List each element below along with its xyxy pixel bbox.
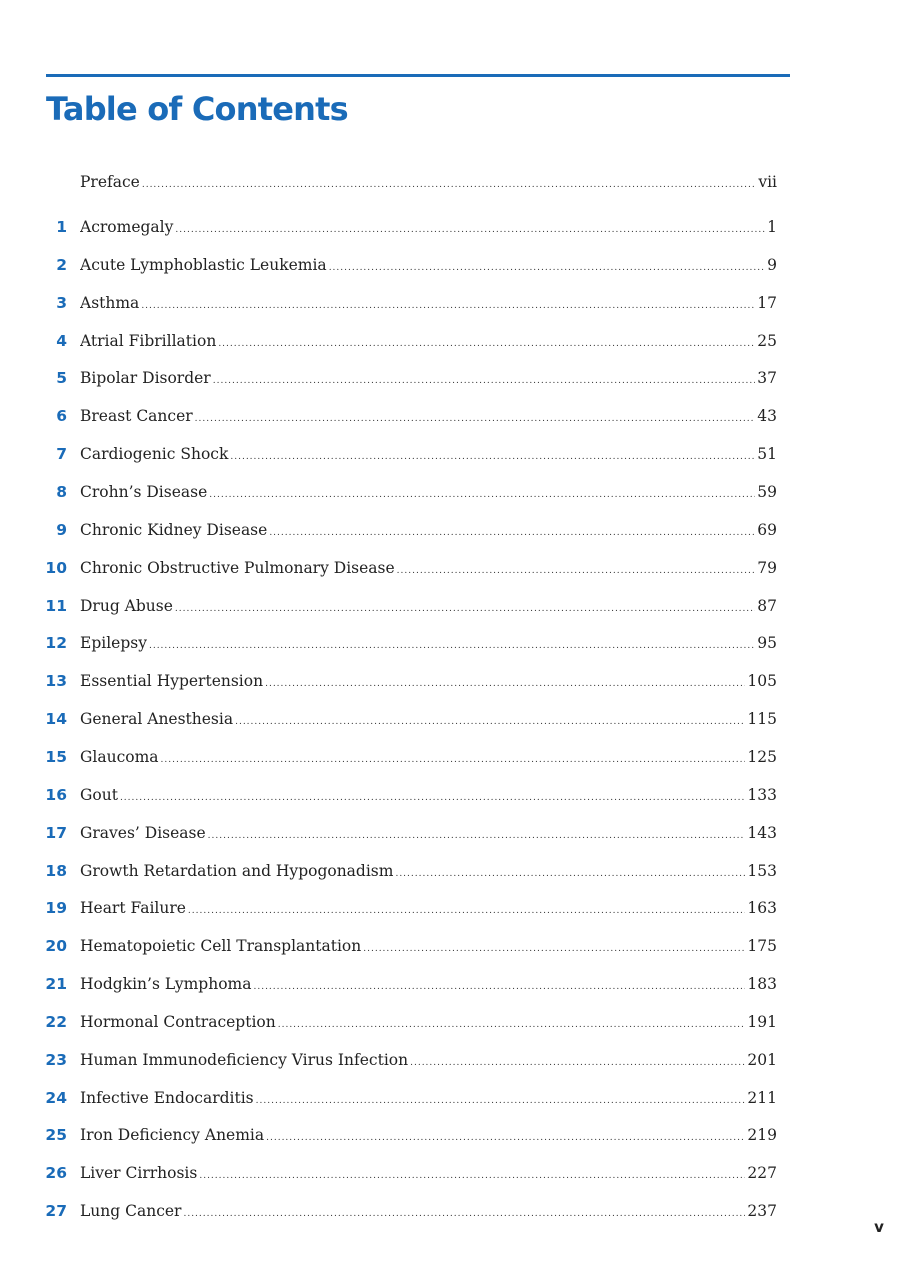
toc-entry-number: 10 bbox=[45, 558, 67, 577]
toc-entry-title: Heart Failure bbox=[80, 899, 186, 918]
toc-entry-page: 95 bbox=[757, 634, 777, 653]
toc-entry-number: 9 bbox=[56, 520, 67, 539]
toc-entry-title: Hematopoietic Cell Transplantation bbox=[80, 937, 362, 956]
toc-entry-page: 143 bbox=[747, 823, 777, 842]
toc-entry-number: 16 bbox=[45, 785, 67, 804]
dot-leader bbox=[209, 481, 755, 509]
dot-leader bbox=[183, 1200, 745, 1228]
dot-leader bbox=[213, 367, 756, 395]
toc-entry[interactable] bbox=[0, 857, 898, 885]
toc-entry-number: 5 bbox=[56, 369, 67, 388]
toc-entry[interactable] bbox=[0, 894, 898, 922]
toc-entry[interactable] bbox=[0, 440, 898, 468]
toc-entry-number: 6 bbox=[56, 407, 67, 426]
toc-entry-number: 21 bbox=[45, 975, 67, 993]
dot-leader bbox=[269, 519, 755, 547]
toc-entry[interactable] bbox=[0, 1046, 898, 1074]
dot-leader bbox=[363, 935, 745, 963]
toc-entry-page: 115 bbox=[747, 710, 777, 728]
toc-entry-number: 25 bbox=[45, 1126, 67, 1145]
toc-entry-number: 12 bbox=[45, 634, 67, 653]
toc-entry-page: 237 bbox=[747, 1202, 777, 1221]
toc-entry-number: 7 bbox=[56, 445, 67, 464]
toc-entry[interactable] bbox=[0, 1084, 898, 1112]
toc-entry-title: Crohn’s Disease bbox=[80, 482, 208, 501]
toc-entry-page: 79 bbox=[757, 558, 777, 577]
dot-leader bbox=[149, 632, 755, 660]
toc-entry-page: 51 bbox=[757, 445, 777, 464]
toc-entry[interactable] bbox=[0, 1008, 898, 1036]
toc-entry-page: 211 bbox=[747, 1088, 777, 1107]
toc-entry-title: Essential Hypertension bbox=[80, 672, 264, 691]
toc-entry-page: 227 bbox=[747, 1164, 777, 1183]
toc-entry-title: Graves’ Disease bbox=[80, 823, 206, 842]
toc-entry[interactable] bbox=[0, 1121, 898, 1149]
toc-entry[interactable] bbox=[0, 1159, 898, 1187]
toc-entry-title: Cardiogenic Shock bbox=[80, 445, 229, 464]
toc-entry-page: 125 bbox=[747, 747, 777, 766]
toc-entry[interactable] bbox=[0, 932, 898, 960]
toc-entry-number: 19 bbox=[45, 899, 67, 918]
toc-entry-page: 219 bbox=[747, 1126, 777, 1145]
toc-entry[interactable] bbox=[0, 402, 898, 430]
toc-entry-title: Gout bbox=[80, 785, 118, 804]
toc-entry-number: 18 bbox=[45, 861, 67, 880]
toc-entry-number: 1 bbox=[56, 218, 67, 236]
toc-entry-title: General Anesthesia bbox=[80, 710, 234, 728]
toc-entry-title: Chronic Kidney Disease bbox=[80, 520, 268, 539]
toc-entry-page: 25 bbox=[757, 331, 777, 350]
toc-entry-title: Lung Cancer bbox=[80, 1202, 182, 1221]
dot-leader bbox=[199, 1162, 745, 1190]
toc-entry[interactable] bbox=[0, 705, 898, 733]
dot-leader bbox=[235, 708, 745, 736]
toc-entry[interactable] bbox=[0, 743, 898, 771]
toc-entry-number: 20 bbox=[45, 937, 67, 956]
dot-leader bbox=[208, 822, 746, 850]
toc-entry-title: Atrial Fibrillation bbox=[80, 331, 217, 350]
toc-entry[interactable] bbox=[0, 213, 898, 241]
toc-entry[interactable] bbox=[0, 667, 898, 695]
toc-entry-page: 183 bbox=[747, 975, 777, 993]
toc-entry-page: 133 bbox=[747, 785, 777, 804]
toc-entry-page: 59 bbox=[757, 482, 777, 501]
toc-entry-page: 1 bbox=[767, 218, 777, 236]
toc-entry-page: 201 bbox=[747, 1050, 777, 1069]
dot-leader bbox=[256, 1087, 746, 1115]
dot-leader bbox=[266, 1124, 745, 1152]
toc-entry[interactable] bbox=[0, 970, 898, 998]
toc-entry-page: 175 bbox=[747, 937, 777, 956]
toc-entry-number: 2 bbox=[56, 255, 67, 274]
toc-entry-title: Preface bbox=[80, 173, 140, 191]
dot-leader bbox=[142, 171, 756, 199]
toc-entry[interactable] bbox=[0, 819, 898, 847]
toc-entry-page: 191 bbox=[747, 1012, 777, 1031]
toc-entry-page: 153 bbox=[747, 861, 777, 880]
toc-entry-page: 69 bbox=[757, 520, 777, 539]
toc-entry-title: Infective Endocarditis bbox=[80, 1088, 254, 1107]
toc-entry[interactable] bbox=[0, 327, 898, 355]
dot-leader bbox=[397, 557, 756, 585]
toc-entry-number: 24 bbox=[45, 1088, 67, 1107]
toc-entry-number: 11 bbox=[45, 596, 67, 615]
toc-entry[interactable] bbox=[0, 516, 898, 544]
toc-entry[interactable] bbox=[0, 478, 898, 506]
toc-entry-number: 13 bbox=[45, 672, 67, 691]
dot-leader bbox=[253, 973, 745, 1001]
toc-entry-page: vii bbox=[758, 173, 777, 191]
toc-entry-title: Iron Deficiency Anemia bbox=[80, 1126, 265, 1145]
toc-entry-title: Bipolar Disorder bbox=[80, 369, 211, 388]
dot-leader bbox=[195, 405, 756, 433]
dot-leader bbox=[395, 860, 745, 888]
toc-entry-title: Hodgkin’s Lymphoma bbox=[80, 975, 252, 993]
toc-entry-title: Hormonal Contraception bbox=[80, 1012, 276, 1031]
toc-entry-title: Human Immunodeficiency Virus Infection bbox=[80, 1050, 409, 1069]
toc-entry-number: 15 bbox=[45, 747, 67, 766]
toc-entry-page: 105 bbox=[747, 672, 777, 691]
toc-entry-page: 163 bbox=[747, 899, 777, 918]
toc-entry[interactable] bbox=[0, 1197, 898, 1225]
toc-entry-preface[interactable] bbox=[0, 168, 898, 196]
toc-entry-page: 9 bbox=[767, 255, 777, 274]
toc-entry-number: 8 bbox=[56, 482, 67, 501]
toc-entry-number: 26 bbox=[45, 1164, 67, 1183]
toc-entry-title: Acute Lymphoblastic Leukemia bbox=[80, 255, 327, 274]
dot-leader bbox=[175, 595, 755, 623]
toc-entry-title: Epilepsy bbox=[80, 634, 147, 653]
dot-leader bbox=[410, 1049, 745, 1077]
toc-entry-number: 23 bbox=[45, 1050, 67, 1069]
toc-entry-number: 27 bbox=[45, 1202, 67, 1221]
dot-leader bbox=[161, 746, 746, 774]
dot-leader bbox=[230, 443, 755, 471]
toc-entry[interactable] bbox=[0, 554, 898, 582]
dot-leader bbox=[278, 1011, 746, 1039]
dot-leader bbox=[329, 254, 765, 282]
dot-leader bbox=[218, 330, 755, 358]
dot-leader bbox=[175, 216, 765, 244]
page-folio: v bbox=[874, 1218, 884, 1236]
toc-entry-title: Drug Abuse bbox=[80, 596, 173, 615]
toc-entry-title: Growth Retardation and Hypogonadism bbox=[80, 861, 394, 880]
toc-entry-number: 22 bbox=[45, 1012, 67, 1031]
toc-entry-title: Breast Cancer bbox=[80, 407, 193, 426]
toc-entry-number: 17 bbox=[45, 823, 67, 842]
toc-entry-title: Chronic Obstructive Pulmonary Disease bbox=[80, 558, 395, 577]
toc-entry-title: Acromegaly bbox=[80, 218, 174, 236]
toc-entry[interactable] bbox=[0, 251, 898, 279]
toc-entry-title: Liver Cirrhosis bbox=[80, 1164, 198, 1183]
toc-entry-page: 43 bbox=[757, 407, 777, 426]
toc-entry-page: 87 bbox=[757, 596, 777, 615]
dot-leader bbox=[141, 292, 755, 320]
dot-leader bbox=[265, 670, 745, 698]
toc-entry-number: 3 bbox=[56, 293, 67, 312]
dot-leader bbox=[188, 897, 745, 925]
toc-entry-page: 37 bbox=[757, 369, 777, 388]
toc-entry-page: 17 bbox=[757, 293, 777, 312]
toc-entry-number: 4 bbox=[56, 331, 67, 350]
toc-entry[interactable] bbox=[0, 364, 898, 392]
dot-leader bbox=[120, 784, 745, 812]
toc-entry[interactable] bbox=[0, 592, 898, 620]
toc-entry[interactable] bbox=[0, 781, 898, 809]
toc-entry-title: Asthma bbox=[80, 293, 140, 312]
toc-entry-number: 14 bbox=[45, 710, 67, 728]
toc-entry-title: Glaucoma bbox=[80, 747, 159, 766]
toc-entry[interactable] bbox=[0, 289, 898, 317]
toc-entry[interactable] bbox=[0, 629, 898, 657]
page-title: Table of Contents bbox=[46, 90, 348, 128]
